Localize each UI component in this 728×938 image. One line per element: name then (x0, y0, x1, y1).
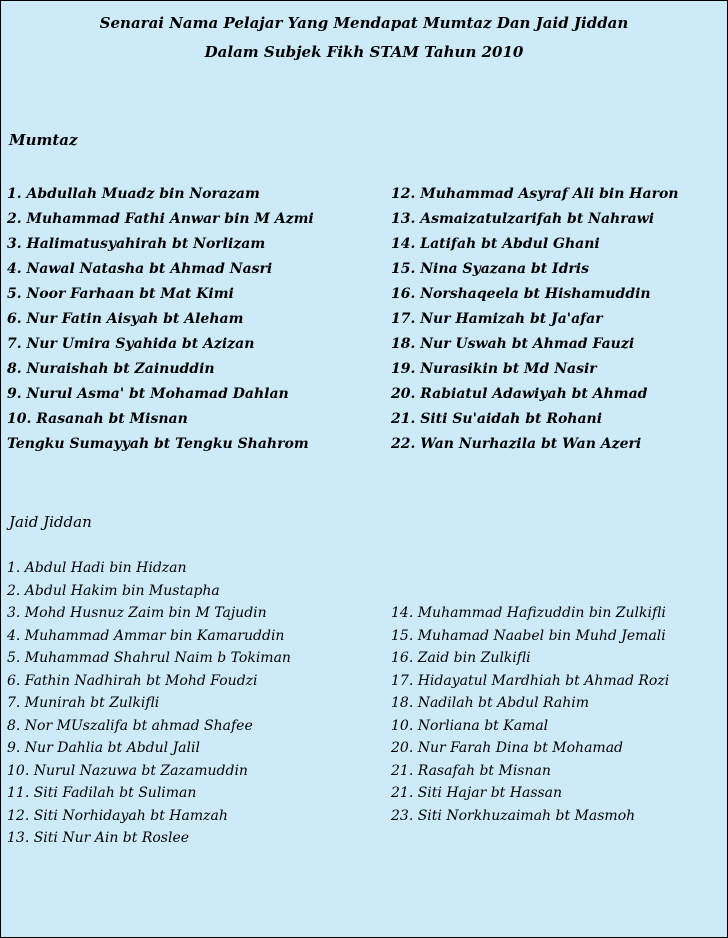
list-item: 22. Wan Nurhazila bt Wan Azeri (391, 436, 642, 452)
list-item: 16. Norshaqeela bt Hishamuddin (391, 286, 651, 302)
list-item: 10. Norliana bt Kamal (391, 717, 549, 734)
list-item: 11. Siti Fadilah bt Suliman (7, 785, 197, 801)
list-item: 10. Nurul Nazuwa bt Zazamuddin (7, 762, 248, 779)
list-item: 19. Nurasikin bt Md Nasir (391, 361, 597, 377)
list-item: 14. Latifah bt Abdul Ghani (391, 236, 600, 252)
list-item: 18. Nur Uswah bt Ahmad Fauzi (391, 336, 635, 352)
list-item: 15. Nina Syazana bt Idris (391, 261, 589, 277)
list-item: 1. Abdullah Muadz bin Norazam (7, 186, 260, 202)
list-item: 6. Fathin Nadhirah bt Mohd Foudzi (7, 672, 258, 689)
list-item: 2. Muhammad Fathi Anwar bin M Azmi (7, 211, 314, 227)
list-item: 13. Asmaizatulzarifah bt Nahrawi (391, 211, 655, 227)
list-item: Tengku Sumayyah bt Tengku Shahrom (7, 436, 309, 452)
list-item: 20. Rabiatul Adawiyah bt Ahmad (391, 386, 648, 402)
list-item: 12. Muhammad Asyraf Ali bin Haron (391, 186, 679, 202)
list-item: 4. Nawal Natasha bt Ahmad Nasri (7, 261, 273, 277)
list-item: 5. Muhammad Shahrul Naim b Tokiman (7, 650, 291, 666)
page-title: Senarai Nama Pelajar Yang Mendapat Mumtaz Dan Jaid Jiddan (99, 14, 629, 32)
jaid-jiddan-list-right (391, 602, 669, 827)
mumtaz-heading: Mumtaz (9, 131, 78, 149)
list-item: 15. Muhamad Naabel bin Muhd Jemali (391, 627, 666, 644)
list-item: 3. Halimatusyahirah bt Norlizam (7, 236, 266, 252)
list-item: 12. Siti Norhidayah bt Hamzah (7, 807, 228, 824)
list-item: 21. Siti Hajar bt Hassan (391, 785, 563, 801)
list-item: 7. Munirah bt Zulkifli (7, 695, 160, 711)
mumtaz-list-left (7, 182, 314, 457)
list-item: 9. Nurul Asma' bt Mohamad Dahlan (7, 386, 289, 402)
list-item: 21. Rasafah bt Misnan (391, 762, 551, 779)
list-item: 4. Muhammad Ammar bin Kamaruddin (7, 627, 285, 644)
page-subtitle: Dalam Subjek Fikh STAM Tahun 2010 (204, 43, 524, 61)
list-item: 17. Nur Hamizah bt Ja'afar (391, 311, 603, 327)
list-item: 8. Nuraishah bt Zainuddin (7, 361, 215, 377)
jaid-jiddan-heading: Jaid Jiddan (9, 513, 92, 531)
list-item: 21. Siti Su'aidah bt Rohani (391, 411, 603, 427)
list-item: 20. Nur Farah Dina bt Mohamad (391, 740, 624, 756)
list-item: 6. Nur Fatin Aisyah bt Aleham (7, 311, 244, 327)
mumtaz-list-right (391, 182, 678, 457)
list-item: 16. Zaid bin Zulkifli (391, 650, 531, 666)
list-item: 23. Siti Norkhuzaimah bt Masmoh (391, 807, 636, 824)
list-item: 8. Nor MUszalifa bt ahmad Shafee (7, 717, 253, 734)
list-item: 13. Siti Nur Ain bt Roslee (7, 830, 190, 846)
list-item: 5. Noor Farhaan bt Mat Kimi (7, 286, 234, 302)
list-item: 14. Muhammad Hafizuddin bin Zulkifli (391, 605, 666, 621)
list-item: 1. Abdul Hadi bin Hidzan (7, 560, 187, 576)
list-item: 10. Rasanah bt Misnan (7, 411, 188, 427)
list-item: 2. Abdul Hakim bin Mustapha (7, 582, 220, 599)
jaid-jiddan-list-left (7, 557, 291, 850)
list-item: 7. Nur Umira Syahida bt Azizan (7, 336, 255, 352)
list-item: 9. Nur Dahlia bt Abdul Jalil (7, 740, 200, 756)
list-item: 3. Mohd Husnuz Zaim bin M Tajudin (7, 605, 267, 621)
list-item: 17. Hidayatul Mardhiah bt Ahmad Rozi (391, 672, 670, 689)
list-item: 18. Nadilah bt Abdul Rahim (391, 695, 590, 711)
